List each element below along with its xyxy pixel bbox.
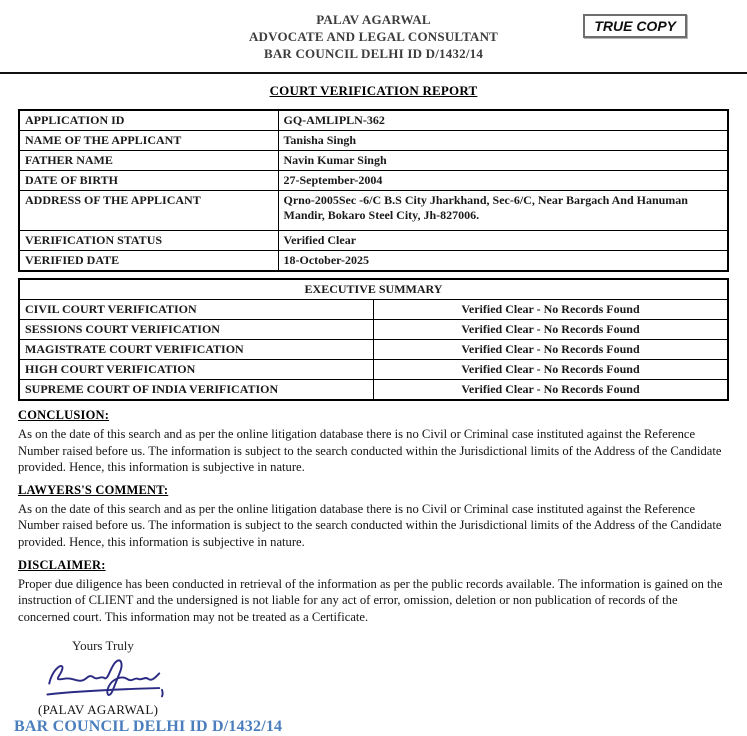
- field-value: Qrno-2005Sec -6/C B.S City Jharkhand, Sec-6/C, Near Bargach And Hanuman Mandir, Bokaro Steel City, Jh-827006.: [278, 191, 728, 231]
- verification-result: Verified Clear - No Records Found: [374, 340, 729, 360]
- conclusion-section: [18, 408, 729, 476]
- section-body: Proper due diligence has been conducted in retrieval of the information as per the public records available. The information is gained on the instruction of CLIENT and the undersigned is not liable for any act of error, omission, deletion or non publication of records of the concerned court. This information may not be treated as a Certificate.: [18, 576, 723, 624]
- signatory-name: (PALAV AGARWAL): [38, 702, 159, 718]
- field-label: VERIFICATION STATUS: [19, 231, 278, 251]
- field-value: 27-September-2004: [278, 171, 728, 191]
- executive-summary-table: [18, 278, 729, 401]
- verification-label: CIVIL COURT VERIFICATION: [19, 300, 374, 320]
- table-row: [19, 340, 728, 360]
- field-value: 18-October-2025: [278, 251, 728, 272]
- table-row: [19, 171, 728, 191]
- advocate-title: ADVOCATE AND LEGAL CONSULTANT: [248, 29, 499, 44]
- field-label: NAME OF THE APPLICANT: [19, 131, 278, 151]
- section-body: As on the date of this search and as per the online litigation database there is no Civil or Criminal case instituted against the Reference Number raised before us. The information is subject to the search conducted within the Jurisdictional limits of the Address of the Candidate provided. Hence, this information is subjective in nature.: [18, 427, 722, 475]
- field-label: VERIFIED DATE: [19, 251, 278, 272]
- field-value: Navin Kumar Singh: [278, 151, 728, 171]
- verification-result: Verified Clear - No Records Found: [374, 320, 729, 340]
- advocate-name: PALAV AGARWAL: [316, 12, 431, 27]
- summary-table-title: EXECUTIVE SUMMARY: [19, 279, 728, 300]
- verification-result: Verified Clear - No Records Found: [374, 300, 729, 320]
- header-divider: [0, 72, 747, 74]
- table-row: [19, 360, 728, 380]
- page-title: COURT VERIFICATION REPORT: [269, 83, 478, 98]
- table-row: [19, 151, 728, 171]
- table-row: [19, 131, 728, 151]
- verification-result: Verified Clear - No Records Found: [374, 360, 729, 380]
- verification-label: SESSIONS COURT VERIFICATION: [19, 320, 374, 340]
- true-copy-stamp: TRUE COPY: [583, 14, 687, 38]
- verification-label: HIGH COURT VERIFICATION: [19, 360, 374, 380]
- table-row: [19, 300, 728, 320]
- advocate-bar-id: BAR COUNCIL DELHI ID D/1432/14: [263, 46, 484, 61]
- field-value: Verified Clear: [278, 231, 728, 251]
- section-body: As on the date of this search and as per the online litigation database there is no Civil or Criminal case instituted against the Reference Number raised before us. The information is subject to the search conducted within the Jurisdictional limits of the Address of the Candidate provided. Hence, this information is subjective in nature.: [18, 501, 722, 549]
- lawyers-comment-section: [18, 483, 729, 551]
- table-row: [19, 191, 728, 231]
- section-heading: LAWYERS'S COMMENT:: [18, 482, 169, 497]
- closing-text: Yours Truly: [72, 638, 134, 654]
- table-row: [19, 380, 728, 401]
- verification-label: MAGISTRATE COURT VERIFICATION: [19, 340, 374, 360]
- section-heading: CONCLUSION:: [18, 408, 110, 422]
- report-sections: [18, 408, 729, 625]
- field-label: FATHER NAME: [19, 151, 278, 171]
- field-value: Tanisha Singh: [278, 131, 728, 151]
- table-row: [19, 320, 728, 340]
- disclaimer-section: [18, 558, 729, 626]
- verification-result: Verified Clear - No Records Found: [374, 380, 729, 401]
- table-row: [19, 231, 728, 251]
- field-value: GQ-AMLIPLN-362: [278, 110, 728, 131]
- applicant-details-table: [18, 109, 729, 272]
- section-heading: DISCLAIMER:: [18, 557, 106, 572]
- table-row: [19, 251, 728, 272]
- table-row: [19, 110, 728, 131]
- field-label: DATE OF BIRTH: [19, 171, 278, 191]
- verification-label: SUPREME COURT OF INDIA VERIFICATION: [19, 380, 374, 401]
- table-header-row: [19, 279, 728, 300]
- bar-council-id-line: BAR COUNCIL DELHI ID D/1432/14: [14, 718, 283, 736]
- field-label: APPLICATION ID: [19, 110, 278, 131]
- signature-image: [38, 656, 747, 700]
- field-label: ADDRESS OF THE APPLICANT: [19, 191, 278, 231]
